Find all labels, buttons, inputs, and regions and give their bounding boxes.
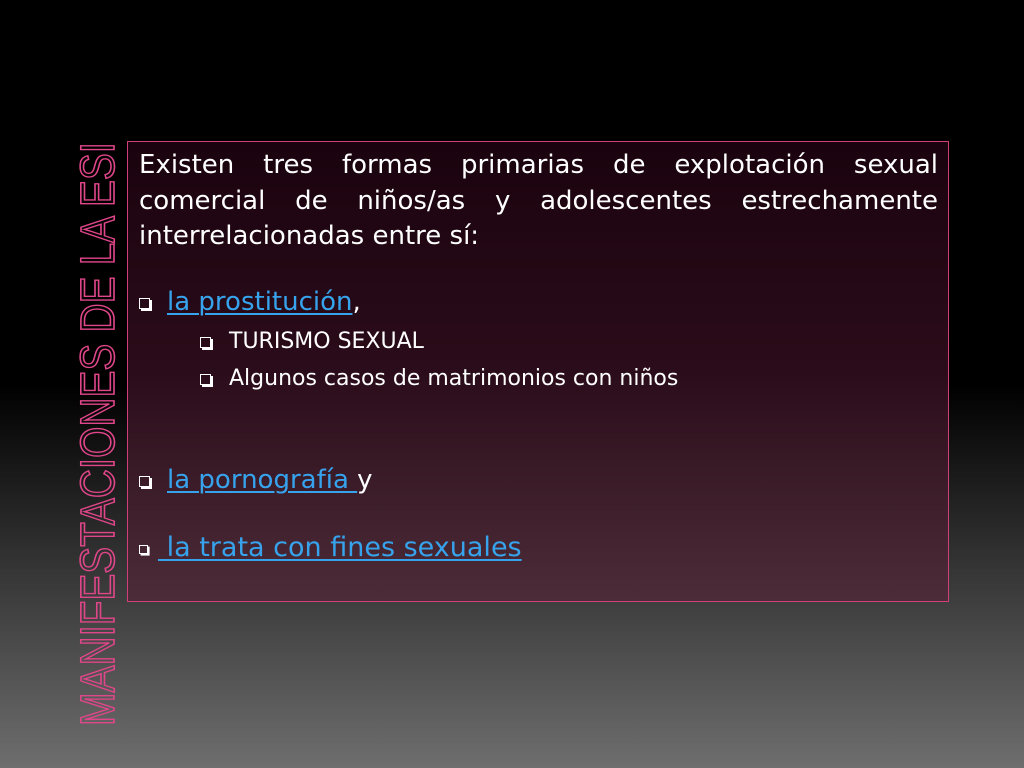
intro-line-1: Existen tres formas primarias de explotación sexual <box>139 150 938 180</box>
bullet-item-prostitucion <box>139 284 361 320</box>
square-bullet-icon <box>139 298 150 309</box>
bullet-suffix: y <box>357 465 373 495</box>
link-la-prostitucion[interactable]: la prostitución <box>167 287 353 317</box>
square-bullet-icon <box>139 476 150 487</box>
bullet-item-pornografia <box>139 462 373 498</box>
sub-bullet-item-matrimonios <box>200 362 678 394</box>
bullet-text <box>158 532 522 563</box>
link-la-trata-con-fines-sexuales[interactable]: la trata con fines sexuales <box>158 531 522 563</box>
sub-bullet-item-turismo-sexual <box>200 325 424 357</box>
intro-line-3: interrelacionadas entre sí: <box>139 221 480 251</box>
square-bullet-icon <box>139 545 148 554</box>
intro-paragraph <box>139 148 938 255</box>
sub-bullet-text: TURISMO SEXUAL <box>229 328 424 354</box>
square-bullet-icon <box>200 337 211 348</box>
bullet-text <box>167 465 373 495</box>
sub-bullet-text: Algunos casos de matrimonios con niños <box>229 365 679 391</box>
slide-title: MANIFESTACIONES DE LA ESI <box>72 141 125 727</box>
link-la-pornografia[interactable]: la pornografía <box>167 465 358 495</box>
content-box <box>127 141 949 602</box>
intro-line-2: comercial de niños/as y adolescentes estrechamente <box>139 185 938 216</box>
bullet-suffix: , <box>352 287 361 317</box>
square-bullet-icon <box>200 374 211 385</box>
bullet-text <box>167 287 361 317</box>
bullet-item-trata <box>139 529 522 565</box>
